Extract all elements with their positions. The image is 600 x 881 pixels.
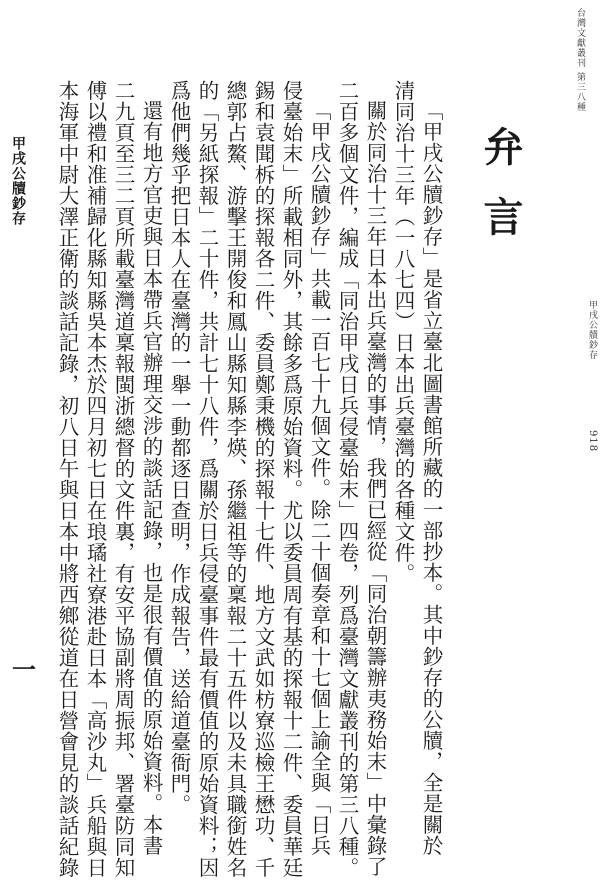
text-column-1: 「甲戌公牘鈔存」是省立臺北圖書館所藏的一部抄本。其中鈔存的公牘，全是關於 bbox=[419, 100, 443, 856]
text-column-8: 總郭占鰲、游擊王開俊和鳳山縣知縣李煐、孫繼祖等的稟報二十五件以及未具職銜姓名 bbox=[223, 80, 247, 878]
section-title: 弁言 bbox=[477, 126, 524, 266]
text-column-6: 侵臺始末」所載相同外，其餘多爲原始資料。尤以委員周有基的探報十二件、委員華廷 bbox=[279, 80, 303, 878]
text-column-14: 本海軍中尉大澤正衛的談話記錄，初八日午與日本中將西鄉從道在日營會見的談話紀錄 bbox=[55, 80, 79, 878]
running-header-page-number: 918 bbox=[587, 430, 598, 453]
page-number: 一 bbox=[12, 655, 36, 684]
text-column-11: 還有地方官吏與日本帶兵官辦理交涉的談話記錄，也是很有價值的原始資料。本書 bbox=[139, 100, 163, 856]
running-header-catalog: 台灣文獻叢刊 第三八種 bbox=[575, 8, 585, 112]
text-column-2: 清同治十三年（一八七四）日本出兵臺灣的各種文件。 bbox=[391, 80, 415, 584]
text-column-13: 傅以禮和准補歸化縣知縣吳本杰於四月初七日在琅璚社寮港赴日本「高沙丸」兵船與日 bbox=[83, 80, 107, 878]
running-header-title: 甲戌公牘鈔存 bbox=[587, 300, 597, 360]
text-column-10: 爲他們幾乎把日本人在臺灣的一舉一動都逐日查明，作成報告，送給道臺衙門。 bbox=[167, 80, 191, 815]
text-column-4: 二百多個文件，編成「同治甲戌日兵侵臺始末」四卷，列爲臺灣文獻叢刊的第三八種。 bbox=[335, 80, 359, 878]
book-title-margin-label: 甲戌公牘鈔存 bbox=[10, 136, 26, 226]
text-column-3: 關於同治十三年日本出兵臺灣的事情，我們已經從「同治朝籌辦夷務始末」中彙錄了 bbox=[363, 100, 387, 877]
text-column-5: 「甲戌公牘鈔存」共載一百七十九個文件。除二十個奏章和十七個上諭全與「日兵 bbox=[307, 100, 331, 856]
text-column-7: 錫和袁聞柝的探報各二件、委員鄭秉機的探報十七件、地方文武如枋寮巡檢王懋功、千 bbox=[251, 80, 275, 878]
text-column-9: 的「另紙探報」二十件，共計七十八件，爲關於日兵侵臺事件最有價值的原始資料；因 bbox=[195, 80, 219, 878]
text-column-12: 二九頁至三二頁所載臺灣道稟報閩浙總督的文件裏，有安平協副將周振邦、署臺防同知 bbox=[111, 80, 135, 878]
